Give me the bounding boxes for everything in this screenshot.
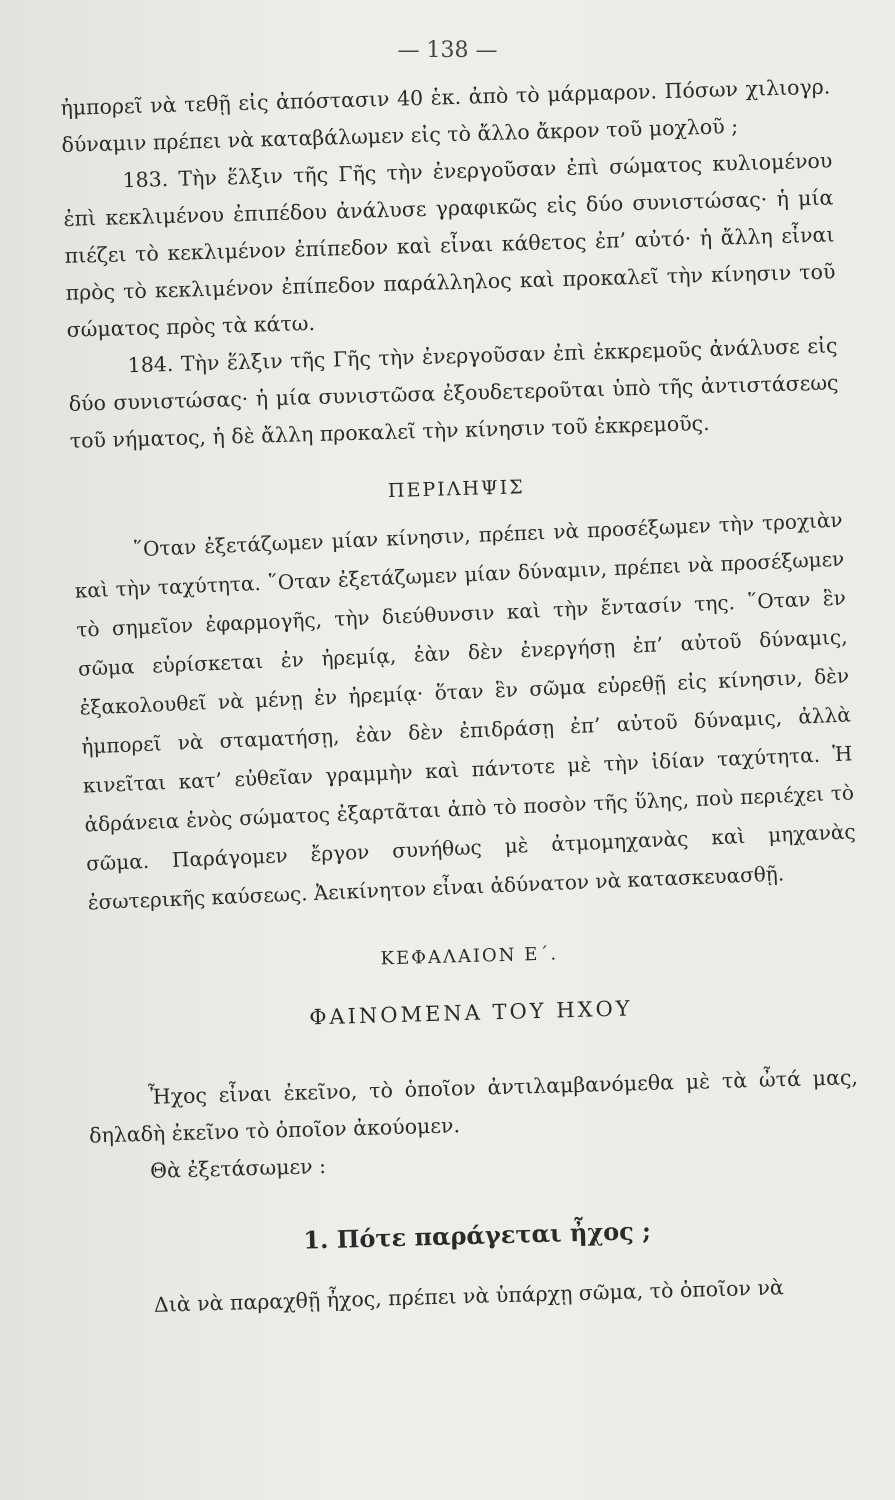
chapter-intro-paragraph: Ἦχος εἶναι ἐκεῖνο, τὸ ὁποῖον ἀντιλαμβανόμεθα μὲ τὰ ὦτά μας, δηλαδὴ ἐκεῖνο τὸ ὁποῖον ἀκούομεν. [88,1065,859,1148]
last-paragraph: Διὰ νὰ παραχθῇ ἦχος, πρέπει νὰ ὑπάρχῃ σῶμα, τὸ ὁποῖον νὰ [153,1275,785,1317]
page-content [60,69,864,1326]
section-heading: 1. Πότε παράγεται ἦχος ; [302,1215,652,1255]
exercise-number: 184. [127,351,174,378]
exercise-text: Τὴν ἕλξιν τῆς Γῆς τὴν ἐνεργοῦσαν ἐπὶ σώματος κυλιομένου ἐπὶ κεκλιμένου ἐπιπέδου ἀνάλυσε γραφικῶς εἰς δύο συνιστώσας· ἡ μία πιέζει τὸ κεκλιμένον ἐπίπεδον καὶ εἶναι κάθετος ἐπ’ αὐτό· ἡ ἄλλη εἶναι πρὸς τὸ κεκλιμένον ἐπίπεδον παράλληλος καὶ προκαλεῖ τὴν κίνησιν τοῦ σώματος πρὸς τὰ κάτω. [63,148,836,342]
summary-block [72,501,858,923]
summary-title: ΠΕΡΙΛΗΨΙΣ [387,476,525,502]
exercise-number: 183. [122,167,169,193]
intro-paragraph: ἠμπορεῖ νὰ τεθῇ εἰς ἀπόστασιν 40 ἑκ. ἀπὸ τὸ μάρμαρον. Πόσων χιλιογρ. δύναμιν πρέπει νὰ καταβάλωμεν εἰς τὸ ἄλλο ἄκρον τοῦ μοχλοῦ ; [60,74,831,157]
exercise-183 [62,142,837,348]
summary-paragraph: ῞Οταν ἐξετάζωμεν μίαν κίνησιν, πρέπει νὰ προσέξωμεν τὴν τροχιὰν καὶ τὴν ταχύτητα. ῞Οταν ἐξετάζωμεν μίαν δύναμιν, πρέπει νὰ προσέξωμεν τὸ σημεῖον ἐφαρμογῆς, τὴν διεύθυνσιν καὶ τὴν ἔντασίν της. ῞Οταν ἓν σῶμα εὑρίσκεται ἐν ἠρεμίᾳ, ἐὰν δὲν ἐνεργήσῃ ἐπ’ αὐτοῦ δύναμις, ἐξακολουθεῖ νὰ μένῃ ἐν ἠρεμίᾳ· ὅταν ἓν σῶμα εὑρεθῇ εἰς κίνησιν, δὲν ἠμπορεῖ νὰ σταματήσῃ, ἐὰν δὲν ἐπιδράσῃ ἐπ’ αὐτοῦ δύναμις, ἀλλὰ κινεῖται κατ’ εὐθεῖαν γραμμὴν καὶ πάντοτε μὲ τὴν ἰδίαν ταχύτητα. Ἡ ἀδράνεια ἑνὸς σώματος ἐξαρτᾶται ἀπὸ τὸ ποσὸν τῆς ὕλης, ποὺ περιέχει τὸ σῶμα. Παράγομεν ἔργον συνήθως μὲ ἀτμομηχανὰς καὶ μηχανὰς ἐσωτερικῆς καύσεως. Ἀεικίνητον εἶναι ἀδύνατον νὰ κατασκευασθῇ. [74,507,857,915]
page-number: — 138 — [397,38,498,63]
chapter-title: ΦΑΙΝΟΜΕΝΑ ΤΟΥ ΗΧΟΥ [308,996,633,1030]
chapter-examine-line: Θὰ ἐξετάσωμεν : [149,1153,327,1183]
exercise-184 [67,327,840,459]
chapter-label: ΚΕΦΑΛΑΙΟΝ Ε΄. [380,943,559,970]
exercise-text: Τὴν ἕλξιν τῆς Γῆς τὴν ἐνεργοῦσαν ἐπὶ ἐκκρεμοῦς ἀνάλυσε εἰς δύο συνιστώσας· ἡ μία συνιστῶσα ἐξουδετεροῦται ὑπὸ τῆς ἀντιστάσεως τοῦ νήματος, ἡ δὲ ἄλλη προκαλεῖ τὴν κίνησιν τοῦ ἐκκρεμοῦς. [68,333,839,453]
